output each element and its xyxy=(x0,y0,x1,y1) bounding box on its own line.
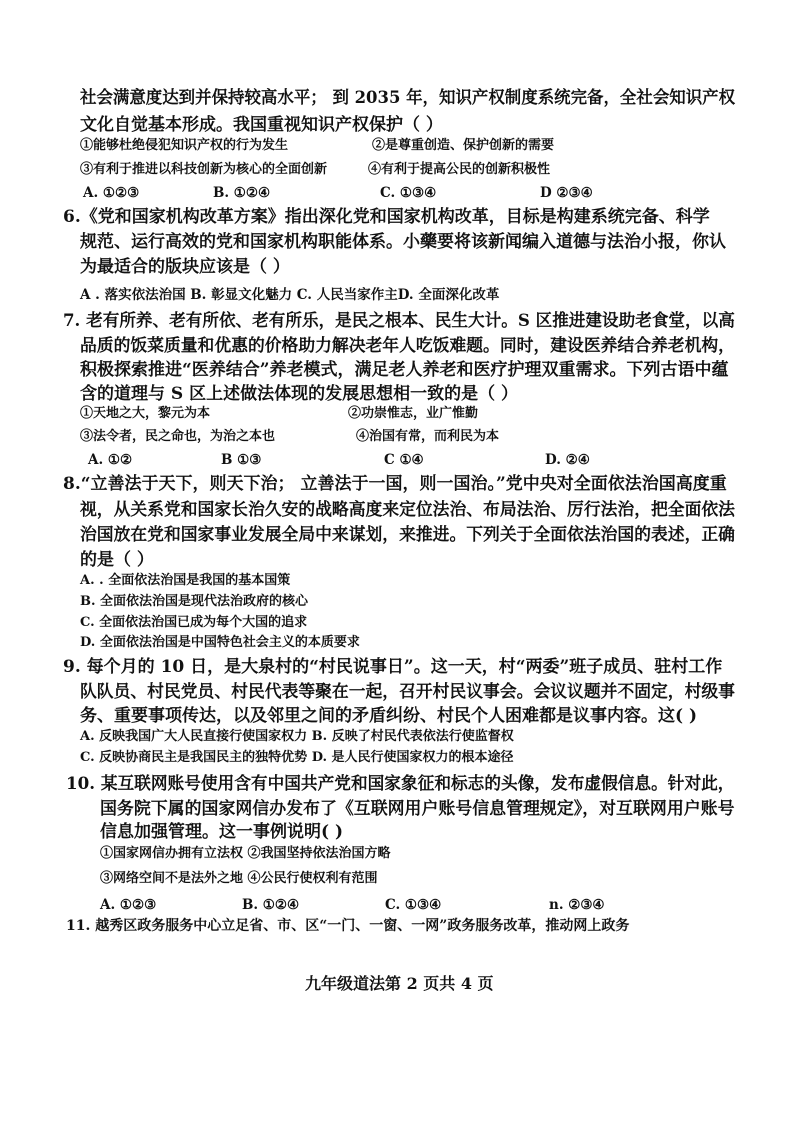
q10-line-2: 国务院下属的国家网信办发布了《互联网用户账号信息管理规定》，对互联网用户账号 xyxy=(100,799,735,819)
q5-statement-1: ①能够杜绝侵犯知识产权的行为发生 xyxy=(80,138,289,153)
q9-line-3: 务、重要事项传达，以及邻里之间的矛盾纠纷、村民个人困难都是议事内容。这( ) xyxy=(80,706,698,726)
q10-line-3: 信息加强管理。这一事例说明( ) xyxy=(100,822,344,842)
q7-line-1: 7. 老有所养、老有所依、老有所乐，是民之根本、民生大计。S 区推进建设助老食堂，以高 xyxy=(63,311,735,331)
q10-option-b: B. ①②④ xyxy=(242,897,300,913)
q5-line-1: 社会满意度达到并保持较高水平； 到 2035 年，知识产权制度系统完备，全社会知识产权 xyxy=(80,88,736,108)
q6-line-3: 为最适合的版块应该是（ ） xyxy=(80,257,290,277)
q8-option-b: B. 全面依法治国是现代法治政府的核心 xyxy=(80,594,309,609)
q5-option-d: D ②③④ xyxy=(540,185,593,201)
q11-line-1: 11. 越秀区政务服务中心立足省、市、区“一门、一窗、一网”政务服务改革，推动网上政务 xyxy=(66,918,630,934)
q6-options: A . 落实依法治国 B. 彰显文化魅力 C. 人民当家作主D. 全面深化改革 xyxy=(80,287,500,303)
q6-line-1: 6.《党和国家机构改革方案》指出深化党和国家机构改革，目标是构建系统完备、科学 xyxy=(63,207,710,227)
q10-statements-12: ①国家网信办拥有立法权 ②我国坚持依法治国方略 xyxy=(100,846,391,861)
q7-statement-1: ①天地之大，黎元为本 xyxy=(80,406,211,421)
q10-option-d: n. ②③④ xyxy=(549,897,605,913)
q5-statement-4: ④有利于提高公民的创新积极性 xyxy=(368,162,551,177)
q7-statement-3: ③法令者，民之命也，为治之本也 xyxy=(80,429,276,444)
q7-line-3: 积极探索推进“医养结合”养老模式，满足老人养老和医疗护理双重需求。下列古语中蕴 xyxy=(80,360,729,380)
q9-line-2: 队队员、村民党员、村民代表等聚在一起，召开村民议事会。会议议题并不固定，村级事 xyxy=(80,682,735,702)
q8-option-d: D. 全面依法治国是中国特色社会主义的本质要求 xyxy=(80,635,360,650)
q7-statement-4: ④治国有常，而利民为本 xyxy=(356,429,500,444)
q8-line-2: 视，从关系党和国家长治久安的战略高度来定位法治、布局法治、厉行法治，把全面依法 xyxy=(80,500,735,520)
q7-option-b: B ①③ xyxy=(221,452,262,468)
q5-statement-3: ③有利于推进以科技创新为核心的全面创新 xyxy=(80,162,328,177)
q5-option-b: B. ①②④ xyxy=(213,185,271,201)
q8-option-c: C. 全面依法治国已成为每个大国的追求 xyxy=(80,615,308,630)
q7-option-d: D. ②④ xyxy=(545,452,590,468)
q7-statement-2: ②功崇惟志，业广惟勤 xyxy=(348,406,479,421)
q5-option-c: C. ①③④ xyxy=(380,185,437,201)
q8-option-a: A. . 全面依法治国是我国的基本国策 xyxy=(80,573,291,588)
q9-options-ab: A. 反映我国广大人民直接行使国家权力 B. 反映了村民代表依法行使监督权 xyxy=(80,729,514,744)
q10-line-1: 10. 某互联网账号使用含有中国共产党和国家象征和标志的头像，发布虚假信息。针对此， xyxy=(66,774,735,794)
q9-line-1: 9. 每个月的 10 日，是大泉村的“村民说事日”。这一天，村“两委”班子成员、驻村工作 xyxy=(63,657,723,677)
q7-option-a: A. ①② xyxy=(88,452,133,468)
q5-line-2: 文化自觉基本形成。我国重视知识产权保护（ ） xyxy=(80,115,443,135)
page-footer: 九年级道法第 2 页共 4 页 xyxy=(305,974,494,993)
q5-option-a: A. ①②③ xyxy=(83,185,140,201)
q8-line-1: 8.“立善法于天下，则天下治； 立善法于一国，则一国治。”党中央对全面依法治国高度重 xyxy=(63,474,727,494)
q10-option-a: A. ①②③ xyxy=(100,897,157,913)
q8-line-4: 的是（ ） xyxy=(80,550,154,570)
q7-line-2: 品质的饭菜质量和优惠的价格助力解决老年人吃饭难题。同时，建设医养结合养老机构， xyxy=(80,336,735,356)
q10-statements-34: ③网络空间不是法外之地 ④公民行使权利有范围 xyxy=(100,871,378,886)
q7-line-4: 含的道理与 S 区上述做法体现的发展思想相一致的是（ ） xyxy=(80,384,519,404)
q6-line-2: 规范、运行高效的党和国家机构职能体系。小藥要将该新闻编入道德与法治小报，你认 xyxy=(80,232,726,252)
q10-option-c: C. ①③④ xyxy=(385,897,442,913)
q8-line-3: 治国放在党和国家事业发展全局中来谋划，来推进。下列关于全面依法治国的表述，正确 xyxy=(80,525,735,545)
q7-option-c: C ①④ xyxy=(384,452,424,468)
q9-options-cd: C. 反映协商民主是我国民主的独特优势 D. 是人民行使国家权力的根本途径 xyxy=(80,750,514,765)
q5-statement-2: ②是尊重创造、保护创新的需要 xyxy=(372,138,555,153)
